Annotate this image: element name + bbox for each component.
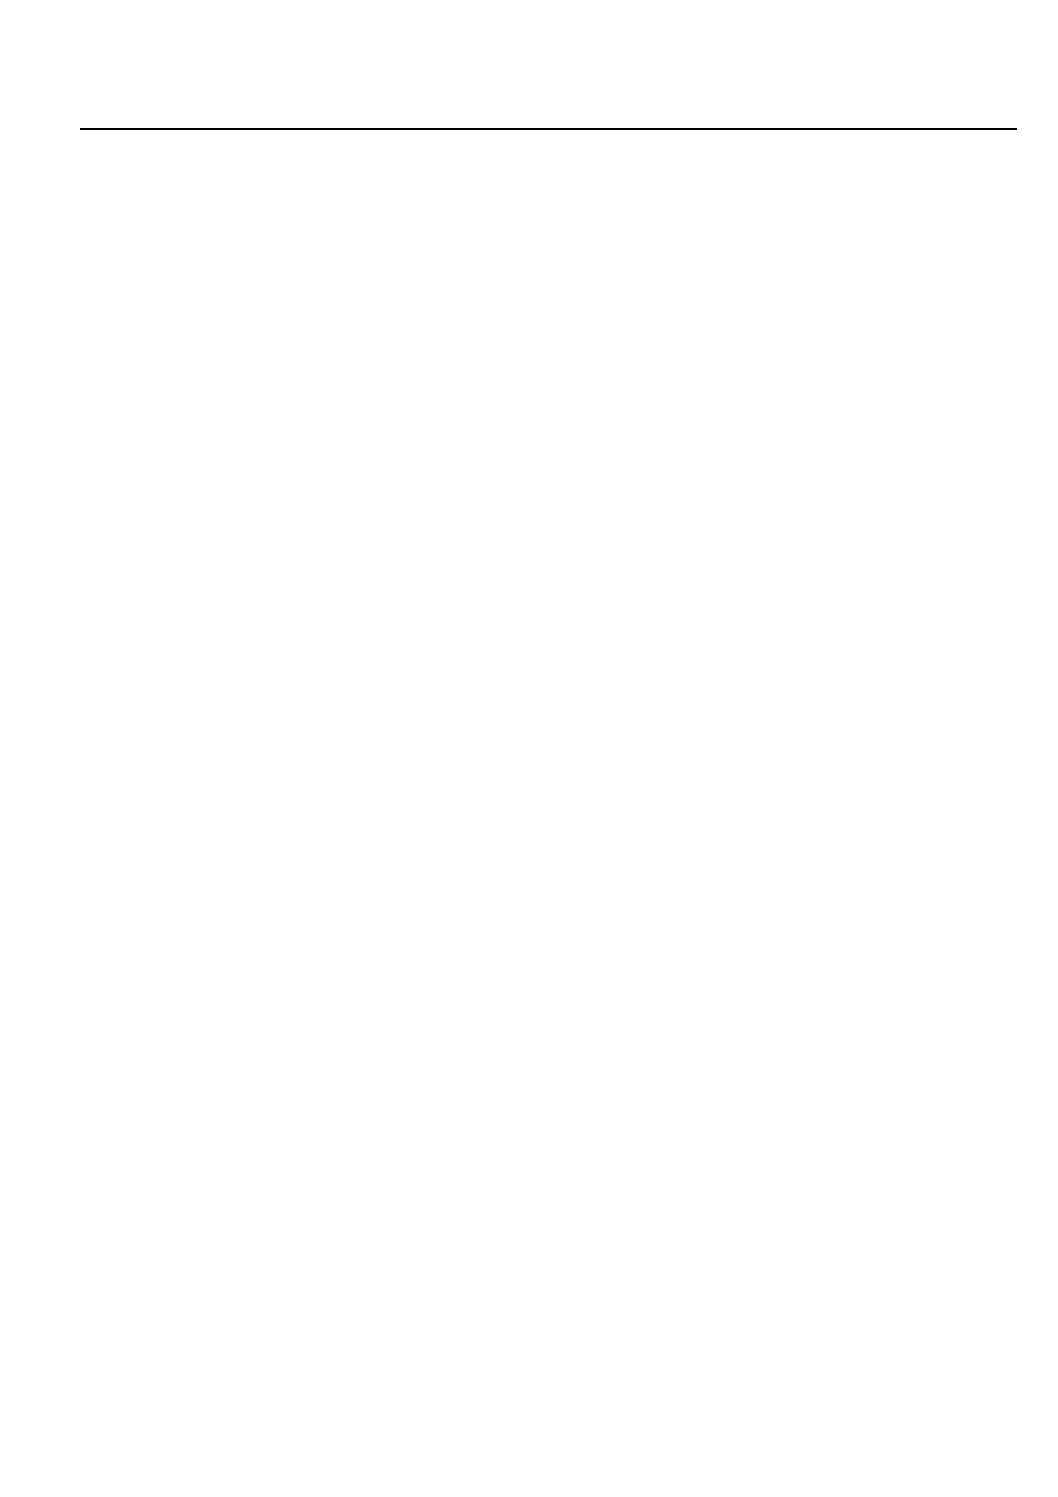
ranking-table	[80, 128, 1017, 130]
footer-averages	[0, 1440, 1058, 1464]
